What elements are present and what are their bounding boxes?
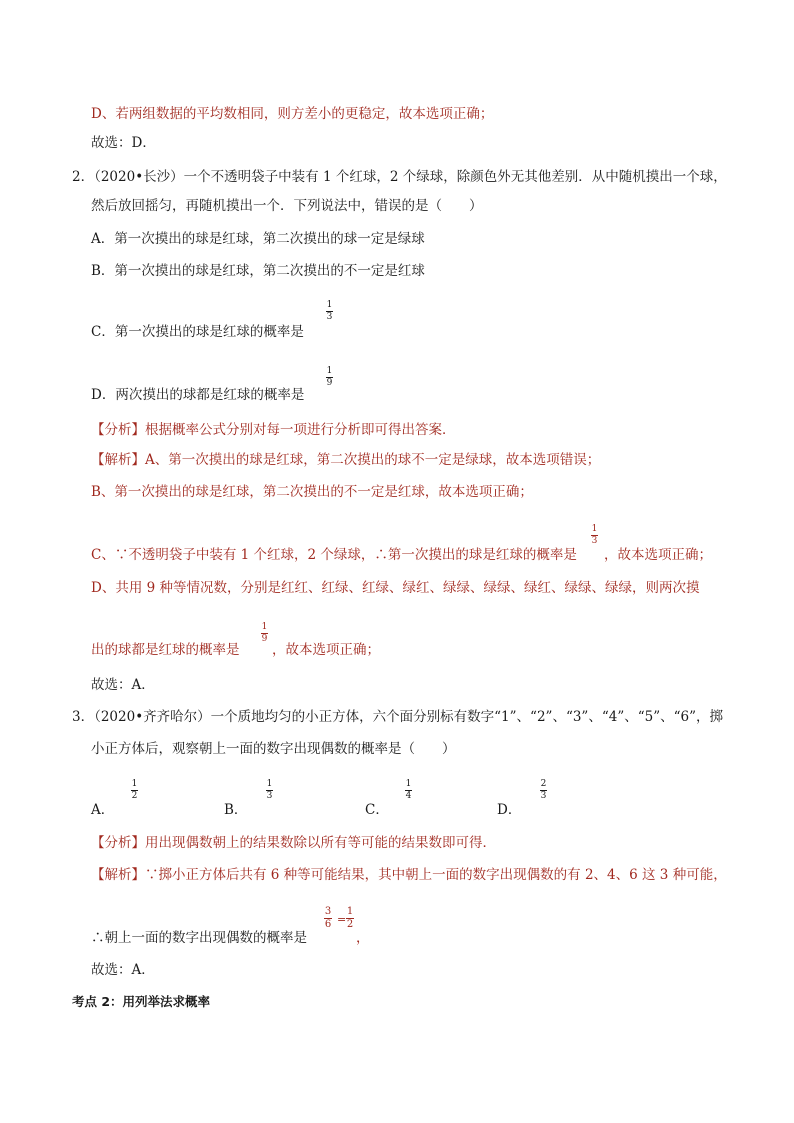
q2-option-c: C．第一次摸出的球是红球的概率是 [91,324,304,340]
q3-option-a-fraction [131,780,138,801]
fraction-numerator: 1 [405,779,412,789]
q3-option-b-fraction [266,780,273,801]
q2-stem-line2: 然后放回摇匀，再随机摸出一个．下列说法中，错误的是（ ） [91,198,483,214]
q2-solution-d-line1: D、共用 9 种等情况数，分别是红红、红绿、红绿、绿红、绿绿、绿绿、绿红、绿绿、绿绿，则两次摸 [91,580,700,596]
q3-solution-fraction-2 [346,907,354,930]
q3-solution-equals-sign: = [337,913,347,926]
q2-option-d: D．两次摸出的球都是红球的概率是 [91,387,305,403]
q3-solution-line2-tail: ， [356,930,370,946]
q3-solution-line2-text: ∴朝上一面的数字出现偶数的概率是 [91,930,307,946]
fraction-numerator: 1 [326,300,333,310]
fraction-numerator: 2 [540,779,547,789]
q2-stem-line1: 2．（2020•长沙）一个不透明袋子中装有 1 个红球，2 个绿球，除颜色外无其他差别．从中随机摸出一个球， [72,169,727,185]
fraction-numerator: 3 [324,906,332,917]
q3-stem-line2: 小正方体后，观察朝上一面的数字出现偶数的概率是（ ） [91,741,456,757]
fraction-denominator: 2 [131,791,138,801]
q3-option-c-fraction [405,780,412,801]
fraction-numerator: 1 [261,622,268,632]
q3-option-c-label: C． [365,802,389,818]
fraction-denominator: 9 [261,634,268,644]
fraction-denominator: 9 [326,378,333,388]
fraction-numerator: 1 [131,779,138,789]
prev-option-d-explanation: D、若两组数据的平均数相同，则方差小的更稳定，故本选项正确； [91,106,494,122]
q3-option-b-label: B． [224,802,248,818]
q2-option-b: B．第一次摸出的球是红球，第二次摸出的不一定是红球 [91,263,425,279]
q2-solution-b: B、第一次摸出的球是红球，第二次摸出的不一定是红球，故本选项正确； [91,484,533,500]
q2-solution-d-tail: ，故本选项正确； [272,642,380,658]
q2-solution-a: 【解析】A、第一次摸出的球是红球，第二次摸出的球不一定是绿球，故本选项错误； [91,452,601,468]
q2-option-a: A．第一次摸出的球是红球，第二次摸出的球一定是绿球 [91,231,425,247]
q2-solution-c-tail: ，故本选项正确； [604,547,712,563]
fraction-numerator: 1 [591,524,598,534]
section-heading: 考点 2：用列举法求概率 [72,994,211,1009]
q3-solution-fraction-1 [324,907,332,930]
q2-solution-c-fraction [591,525,598,546]
fraction-denominator: 3 [266,791,273,801]
fraction-denominator: 3 [591,536,598,546]
fraction-denominator: 3 [540,791,547,801]
q3-option-a-label: A． [91,802,115,818]
fraction-denominator: 3 [326,312,333,322]
q2-solution-d-fraction [261,623,268,644]
q2-analysis: 【分析】根据概率公式分别对每一项进行分析即可得出答案． [91,422,456,438]
q3-option-d-label: D． [497,802,522,818]
fraction-numerator: 1 [346,906,354,917]
q3-solution-line1: 【解析】∵掷小正方体后共有 6 种等可能结果，其中朝上一面的数字出现偶数的有 2、4、6 这 3 种可能， [91,867,727,883]
q2-solution-d-text: 出的球都是红球的概率是 [91,642,240,658]
q3-answer: 故选：A． [91,962,155,978]
q2-option-c-fraction [326,301,333,322]
q3-analysis: 【分析】用出现偶数朝上的结果数除以所有等可能的结果数即可得． [91,835,496,851]
fraction-denominator: 6 [324,919,332,930]
q2-solution-c-text: C、∵不透明袋子中装有 1 个红球，2 个绿球，∴第一次摸出的球是红球的概率是 [91,547,577,563]
q3-option-d-fraction [540,780,547,801]
fraction-denominator: 2 [346,919,354,930]
fraction-numerator: 1 [266,779,273,789]
q3-stem-line1: 3．（2020•齐齐哈尔）一个质地均匀的小正方体，六个面分别标有数字“1”、“2”、“3”、“4”、“5”、“6”，掷 [72,709,724,725]
fraction-denominator: 4 [405,791,412,801]
q2-answer: 故选：A． [91,677,155,693]
prev-answer: 故选：D． [91,135,156,151]
q2-option-d-fraction [326,367,333,388]
fraction-numerator: 1 [326,366,333,376]
